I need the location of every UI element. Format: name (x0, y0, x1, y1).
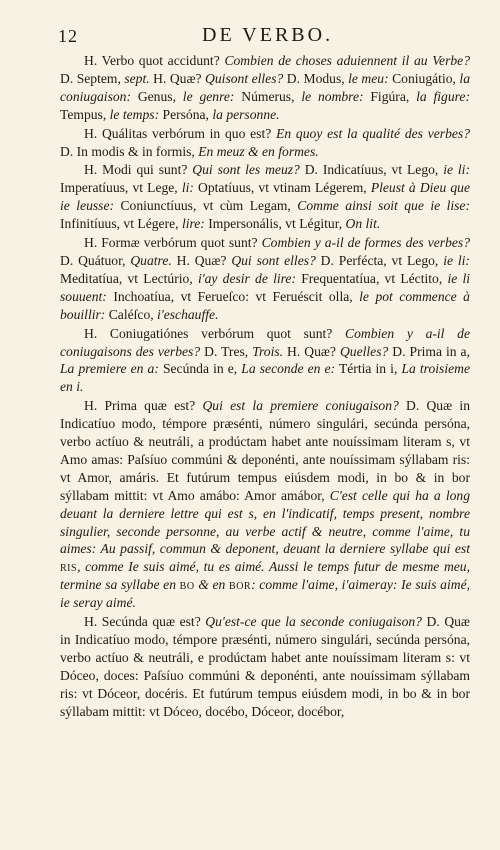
french-gloss: La seconde en e: (241, 361, 336, 377)
french-gloss: Quelles? (339, 343, 389, 359)
latin-text: Verbo quot accidunt? (101, 53, 225, 68)
latin-text: D. Septem, (60, 70, 125, 86)
latin-text: Meditatíua, vt Lectúrio, (60, 270, 198, 286)
dialogue-paragraph (60, 161, 470, 233)
french-gloss: Pleust à Dieu que ie leusse: (60, 180, 470, 214)
latin-text: Coniunctíuus, vt cùm Legam, (114, 198, 298, 214)
latin-text: D. Indicatíuus, vt Lego, (299, 162, 444, 178)
latin-text: Imperatíuus, vt Lege, (60, 180, 182, 196)
french-gloss: ie li: (443, 252, 470, 268)
body-text (60, 52, 470, 721)
latin-text: Tértia in i, (335, 361, 402, 377)
french-gloss: Combien y a-il de coniugaisons des verbes? (60, 325, 470, 359)
dialogue-paragraph (60, 234, 470, 324)
latin-text: D. Prima in a, (388, 343, 470, 359)
page-header (0, 24, 500, 48)
latin-text: D. Perfécta, vt Lego, (315, 252, 444, 268)
french-gloss: Qui est la premiere coniugaison? (202, 398, 399, 414)
dialogue-paragraph (60, 397, 470, 612)
french-gloss: Trois. (252, 343, 284, 359)
latin-ending: ris (60, 559, 78, 575)
dialogue-paragraph (60, 125, 470, 161)
dialogue-paragraph (60, 52, 470, 124)
latin-text: H. Quæ? (171, 252, 232, 268)
latin-text: D. Modus, (283, 70, 349, 86)
french-gloss: le pot commence à bouillir: (60, 288, 470, 322)
french-gloss: , comme Ie suis aimé, tu es aimé. Aussi le temps futur de mesme meu, termine sa syllabe en (60, 559, 470, 593)
french-gloss: Qui sont les meuz? (192, 162, 300, 178)
french-gloss: La premiere en a: (60, 361, 159, 377)
french-gloss: la personne. (212, 106, 280, 122)
french-gloss: & en (194, 577, 230, 593)
latin-text: D. Quæ in Indicatíuo modo, témpore præsénti, número singulári, secúnda persóna, verbo actíuo & neutráli, e prodúctam habet ante nouíssimam literam s: vt Dóceo, doces: Paſsíuo commúni & deponénti, ante nouíssimam sýllabam ris: vt Dóceor, docéris. Et futúrum tempus eiúsdem modi, in bo & in bor sýllabam mittit: vt Dóceo, docébo, Dóceor, docébor, (60, 614, 470, 719)
latin-ending: bo (179, 577, 195, 593)
latin-text: H. Coniugatiónes verbórum quot sunt? (84, 325, 346, 341)
latin-text: Infinitíuus, vt Légere, (60, 216, 182, 232)
french-gloss: On lit. (345, 216, 381, 232)
french-gloss: sept. (124, 70, 150, 86)
french-gloss: le temps: (109, 106, 160, 122)
latin-text: H. Quæ? (283, 343, 340, 359)
latin-text: Coniugátio, (388, 70, 460, 86)
latin-text: Secúnda in e, (158, 361, 242, 377)
french-gloss: i'ay desir de lire: (197, 270, 296, 286)
french-gloss: i'eschauffe. (157, 306, 219, 322)
latin-text: Genus, (130, 88, 183, 104)
latin-text: H. (84, 53, 102, 68)
latin-text: H. Quálitas verbórum in quo est? (84, 125, 277, 141)
latin-text: Caléſco, (105, 306, 158, 322)
french-gloss: La troisieme en i. (60, 361, 470, 395)
latin-text: Persóna, (159, 106, 213, 122)
latin-text: H. Prima quæ est? (84, 398, 203, 414)
latin-text: H. Secúnda quæ est? (84, 614, 206, 630)
french-gloss: le nombre: (301, 88, 364, 104)
french-gloss: lire: (181, 216, 205, 232)
french-gloss: Quisont elles? (205, 70, 284, 86)
french-gloss: le meu: (348, 70, 389, 86)
latin-ending: bor (229, 577, 252, 593)
latin-text: Númerus, (234, 88, 302, 104)
page-number: 12 (58, 26, 78, 46)
french-gloss: Combien y a-il de formes des verbes? (261, 235, 470, 251)
french-gloss: la figure: (416, 88, 470, 104)
dialogue-paragraph (60, 325, 470, 397)
french-gloss: Comme ainsi soit que ie lise: (297, 198, 470, 214)
latin-text: Inchoatíua, vt Ferueſco: vt Feruéscit olla, (106, 288, 360, 304)
latin-text: H. Quæ? (149, 70, 206, 86)
latin-text: H. Modi qui sunt? (84, 162, 193, 178)
french-gloss: En meuz & en formes. (198, 143, 319, 159)
latin-text: Impersonális, vt Légitur, (204, 216, 346, 232)
latin-text: Frequentatíua, vt Léctito, (296, 270, 448, 286)
running-title: DE VERBO. (202, 24, 334, 46)
french-gloss: C'est celle qui ha a long deuant la derniere lettre qui est s, en l'indicatif, temps present, nombre singulier, seconde personne, au verbe actif & neutre, comme l'aime, tu aimes: Au passif, commun & deponent, deuant la derniere syllabe qui est (60, 487, 470, 557)
french-gloss: ie li: (443, 162, 470, 178)
latin-text: Figúra, (363, 88, 417, 104)
french-gloss: Quatre. (130, 252, 172, 268)
french-gloss: li: (181, 180, 194, 196)
latin-text: H. Formæ verbórum quot sunt? (84, 235, 262, 251)
dialogue-paragraph (60, 613, 470, 720)
french-gloss: Qui sont elles? (231, 252, 316, 268)
french-gloss: la coniugaison: (60, 70, 470, 104)
french-gloss: : comme l'aime, i'aimeray: Ie suis aimé, ie seray aimé. (60, 577, 470, 611)
latin-text: D. Tres, (200, 343, 253, 359)
french-gloss: Qu'est-ce que la seconde coniugaison? (205, 614, 422, 630)
latin-text: D. In modis & in formis, (60, 143, 199, 159)
latin-text: D. Quæ in Indicatíuo modo, témpore præsénti, número singulári, secúnda persóna, verbo actíuo & neutráli, a prodúctam habet ante nouíssimam literam s, vt Amo amas: Paſsíuo commúni & deponénti, ante nouíssimam sýllabam ris: vt Amor, amáris. Et futúrum tempus eiúsdem modi, in bo & in bor sýllabam mittit: vt Amo amábo: Amor amábor, (60, 398, 470, 503)
latin-text: D. Quátuor, (60, 252, 131, 268)
french-gloss: ie li souuent: (60, 270, 471, 304)
french-gloss: En quoy est la qualité des verbes? (276, 125, 470, 141)
latin-text: Optatíuus, vt vtinam Légerem, (193, 180, 371, 196)
latin-text: Tempus, (60, 106, 110, 122)
french-gloss: le genre: (182, 88, 235, 104)
french-gloss: Combien de choses aduiennent il au Verbe? (224, 53, 471, 68)
